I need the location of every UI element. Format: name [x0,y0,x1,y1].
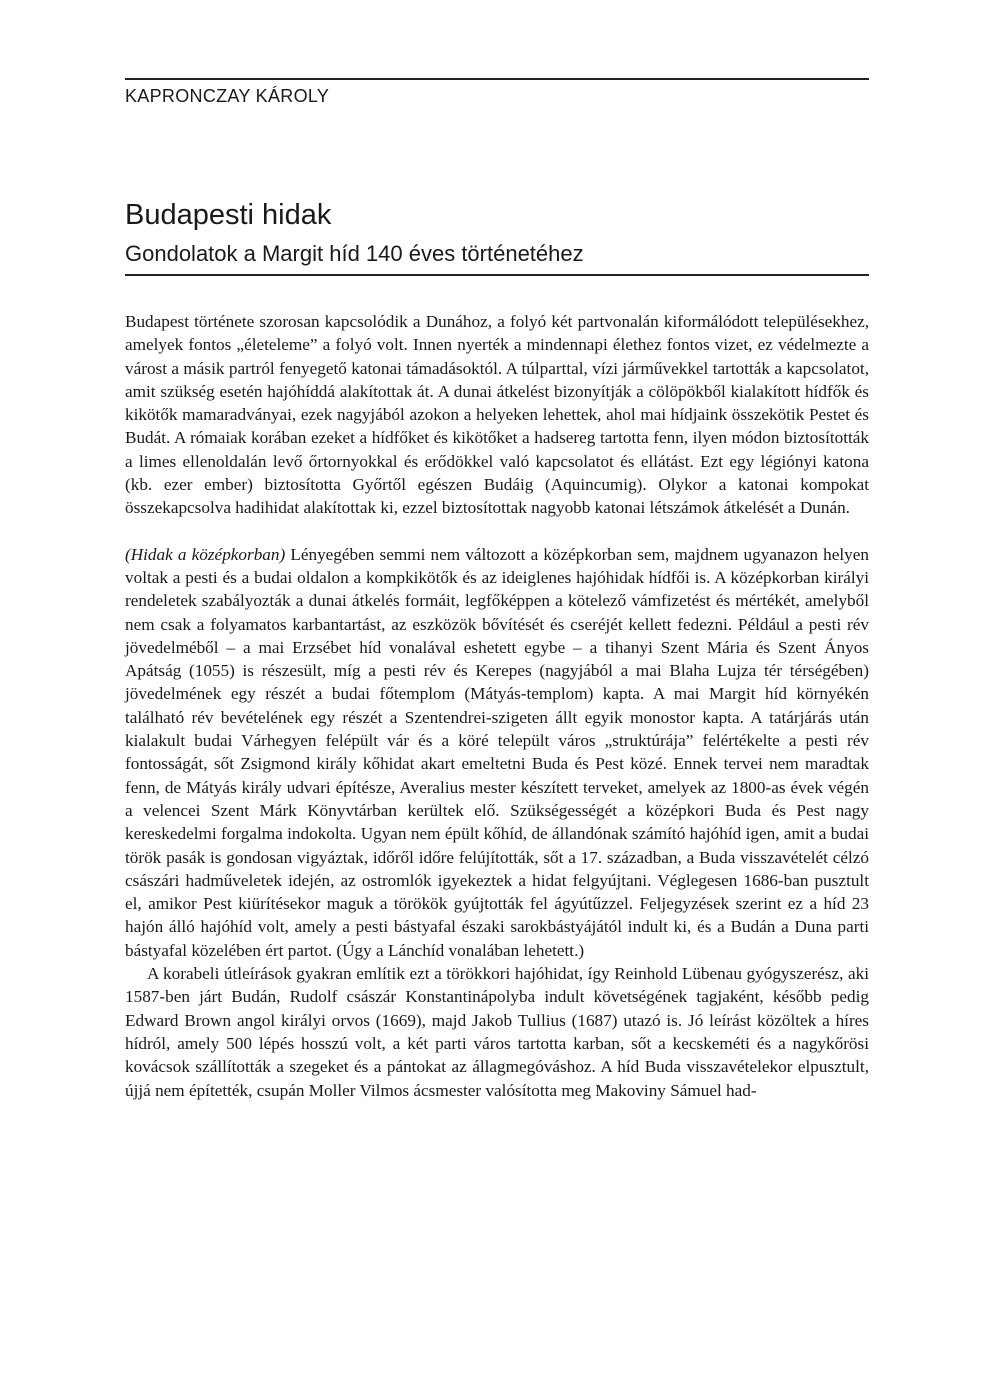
author-name: KAPRONCZAY KÁROLY [125,86,330,106]
paragraph-text: Lényegében semmi nem változott a középkorban sem, majdnem ugyanazon helyen voltak a pesti és a budai oldalon a kompkikötők és az ideiglenes hajóhidak hídfői is. A középkorban királyi rendeletek szabályozták a dunai átkelés formáit, legfőképpen a kötelező vámfizetést és mértékét, amelyből nem csak a folyamatos karbantartást, az eszközök bővítését és cseréjét kellett fedezni. Például a pesti rév jövedelméből – a mai Erzsébet híd vonalával eshetett egybe – a tihanyi Szent Mária és Szent Ányos Apátság (1055) is részesült, míg a pesti rév és Kerepes (nagyjából a mai Blaha Lujza tér térségében) jövedelmének egy részét a budai főtemplom (Mátyás-templom) kapta. A mai Margit híd környékén található rév bevételének egy részét a Szentendrei-szigeten állt egyik monostor kapta. A tatárjárás után kialakult budai Várhegyen felépült vár és a köré települt város „struktúrája” felértékelte a pesti rév fontosságát, sőt Zsigmond király kőhidat akart emeltetni Buda és Pest közé. Ennek tervei nem maradtak fenn, de Mátyás király udvari építésze, Averalius mester készített terveket, amelyek az 1800-as évek végén a velencei Szent Márk Könyvtárban kerültek elő. Szükségességét a középkori Buda és Pest nagy kereskedelmi forgalma indokolta. Ugyan nem épült kőhíd, de állandónak számító hajóhíd igen, amit a budai török pasák is gondosan vigyáztak, időről időre felújították, sőt a 17. században, a Buda visszavételét célzó császári hadműveletek idején, az ostromlók igyekeztek a hidat felgyújtani. Véglegesen 1686-ban pusztult el, amikor Pest kiürítésekor maguk a törökök gyújtották fel ágyútűzzel. Feljegyzések szerint ez a híd 23 hajón álló hajóhíd volt, amely a pesti bástyafal északi sarokbástyájától indult ki, és a Budán a Duna parti bástyafal közelében ért partot. (Úgy a Lánchíd vonalában lehetett.) [125,544,869,960]
article-title: Budapesti hidak [125,199,332,231]
header-rule [125,78,869,80]
section-lead: (Hidak a középkorban) [125,544,286,564]
article-subtitle: Gondolatok a Margit híd 140 éves történetéhez [125,241,584,266]
title-rule [125,274,869,276]
paragraph-travel-accounts: A korabeli útleírások gyakran említik ezt a törökkori hajóhidat, így Reinhold Lübenau gyógyszerész, aki 1587-ben járt Budán, Rudolf császár Konstantinápolyba indult követségének tagjaként, később pedig Edward Brown angol királyi orvos (1669), majd Jakob Tullius (1687) utazó is. Jó leírást közöltek a híres hídról, amely 500 lépés hosszú volt, a két parti város tartotta karban, sőt a kecskeméti és a nagykőrösi kovácsok szállították a szegeket és a pántokat az állagmegóváshoz. A híd Buda visszavételekor elpusztult, újjá nem építették, csupán Moller Vilmos ácsmester valósította meg Makoviny Sámuel had- [125,964,869,1100]
paragraph-middle-ages [125,543,869,962]
article-body [125,310,869,1102]
paragraph-intro: Budapest története szorosan kapcsolódik a Dunához, a folyó két partvonalán kiformálódott településekhez, amelyek fontos „életeleme” a folyó volt. Innen nyerték a mindennapi élethez fontos vizet, ez védelmezte a várost a másik partról fenyegető katonai támadásoktól. A túlparttal, vízi járművekkel tartották a kapcsolatot, amit szükség esetén hajóhíddá alakítottak át. A dunai átkelést bizonyítják a cölöpökből kialakított hídfők és kikötők mamaradványai, ezek nagyjából azokon a helyeken lehettek, ahol mai hídjaink összekötik Pestet és Budát. A rómaiak korában ezeket a hídfőket és kikötőket a hadsereg tartotta fenn, ilyen módon biztosították a limes ellenoldalán levő őrtornyokkal és erődökkel való kapcsolatot és ellátást. Ezt egy légiónyi katona (kb. ezer ember) biztosította Győrtől egészen Budáig (Aquincumig). Olykor a katonai kompokat összekapcsolva hadihidat alakítottak ki, ezzel biztosítottak nagyobb katonai létszámok átkelését a Dunán. [125,312,869,518]
page [125,0,869,1400]
